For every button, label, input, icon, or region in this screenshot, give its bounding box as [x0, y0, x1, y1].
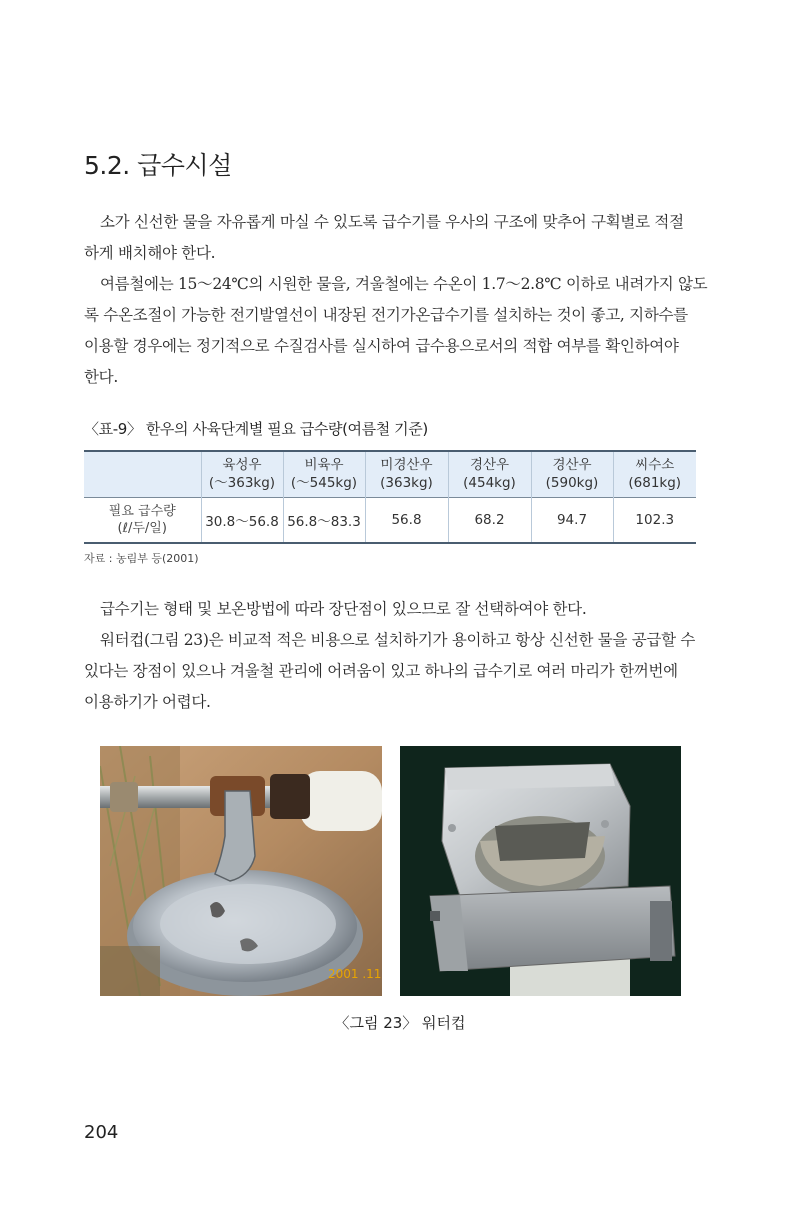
table-source: 자료 : 농림부 등(2001) — [84, 552, 199, 565]
column-range: (454kg) — [463, 475, 516, 492]
paragraph-3 — [84, 594, 696, 718]
water-cup-photo-2-image — [400, 746, 681, 996]
table-corner-cell — [84, 451, 201, 497]
table-cell: 68.2 — [448, 497, 531, 543]
column-name: 경산우 — [469, 457, 510, 474]
water-cup-photo-1-image — [100, 746, 382, 996]
column-range: (～363kg) — [208, 475, 276, 492]
paragraph-line: 여름철에는 15～24℃의 시원한 물을, 겨울철에는 수온이 1.7～2.8℃ 이하로 내려가지 않도 — [100, 275, 708, 293]
table-column-header — [283, 451, 365, 497]
column-range: (363kg) — [380, 475, 433, 492]
table-column-header — [531, 451, 613, 497]
column-range: (～545kg) — [290, 475, 358, 492]
figure-caption: 〈그림 23〉 워터컵 — [334, 1014, 466, 1032]
table-cell: 30.8～56.8 — [201, 497, 283, 543]
column-range: (590kg) — [545, 475, 599, 492]
page-number: 204 — [84, 1122, 119, 1143]
paragraph-1 — [84, 207, 696, 269]
paragraph-line: 소가 신선한 물을 자유롭게 마실 수 있도록 급수기를 우사의 구조에 맞추어 구획별로 적절 — [100, 213, 684, 231]
date-stamp: 2001 .11 — [328, 967, 382, 981]
table-cell: 94.7 — [531, 497, 613, 543]
column-name: 경산우 — [552, 457, 592, 474]
paragraph-line: 워터컵(그림 23)은 비교적 적은 비용으로 설치하기가 용이하고 항상 신선한 물을 공급할 수 — [100, 631, 696, 649]
water-requirement-table — [84, 450, 696, 544]
table-caption: 〈표-9〉 한우의 사육단계별 필요 급수량(여름철 기준) — [84, 420, 428, 438]
paragraph-line: 이용할 경우에는 정기적으로 수질검사를 실시하여 급수용으로서의 적합 여부를 확인하여야 — [84, 337, 679, 355]
table-column-header — [448, 451, 531, 497]
water-cup-photo-1 — [100, 746, 382, 996]
column-name: 비육우 — [304, 457, 344, 474]
table-column-header — [201, 451, 283, 497]
paragraph-line: 하게 배치해야 한다. — [84, 244, 216, 262]
paragraph-line: 록 수온조절이 가능한 전기발열선이 내장된 전기가온급수기를 설치하는 것이 좋고, 지하수를 — [84, 306, 688, 324]
column-name: 씨수소 — [635, 457, 675, 474]
table-cell: 102.3 — [635, 511, 675, 528]
paragraph-line: 이용하기가 어렵다. — [84, 693, 211, 711]
paragraph-line: 있다는 장점이 있으나 겨울철 관리에 어려움이 있고 하나의 급수기로 여러 마리가 한꺼번에 — [84, 662, 678, 680]
table-column-header — [365, 451, 448, 497]
row-label-line: 필요 급수량 — [108, 503, 176, 519]
table-column-header — [613, 451, 696, 497]
table-row — [84, 497, 696, 543]
table-cell: 56.8～83.3 — [283, 497, 365, 543]
section-heading: 5.2. 급수시설 — [84, 151, 232, 180]
table-header-row — [84, 451, 696, 497]
table-cell: 56.8 — [365, 497, 448, 543]
paragraph-line: 한다. — [84, 368, 118, 386]
column-name: 육성우 — [222, 457, 262, 474]
paragraph-line: 급수기는 형태 및 보온방법에 따라 장단점이 있으므로 잘 선택하여야 한다. — [100, 600, 587, 618]
paragraph-2 — [84, 269, 708, 393]
column-name: 미경산우 — [380, 457, 433, 474]
table-row-label — [84, 497, 201, 543]
column-range: (681kg) — [628, 475, 682, 492]
water-cup-photo-2 — [400, 746, 681, 996]
row-label-unit: (ℓ/두/일) — [117, 520, 167, 536]
